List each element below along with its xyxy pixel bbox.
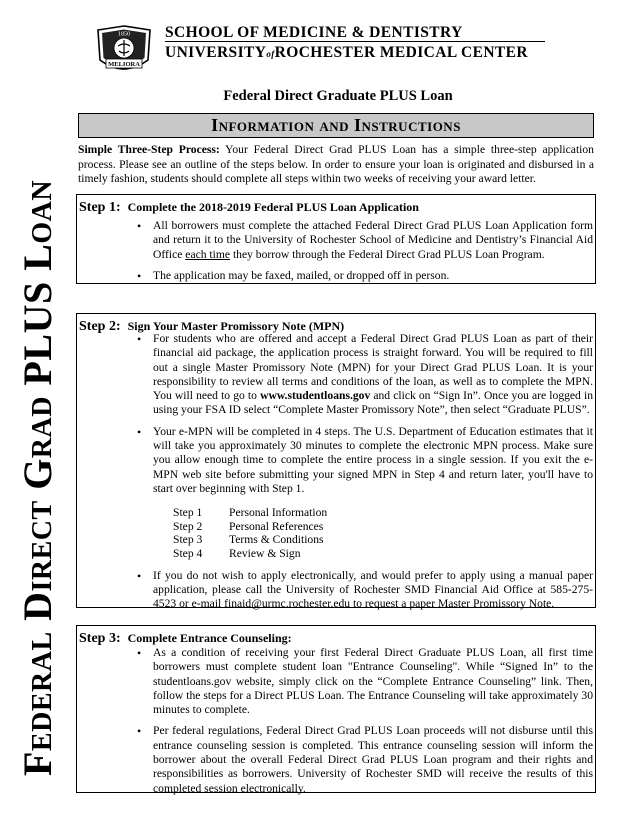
list-item [153,219,595,262]
step-2-bullet-2-text: Your e-MPN will be completed in 4 steps. The U.S. Department of Education estimates that it will take you approximately 30 minutes to complete the electronic MPN process. Make sure you allow enough time to complete the entire process in a single session. If you exit the e-MPN web site before submitting your signed MPN in Step 4 and return later, you'll have to start over beginning with Step 1. [153,424,593,495]
intro-text: Your Federal Direct Grad PLUS Loan has a simple three-step application process. Please see an outline of the steps below. In order to ensure your loan is originated and disbursed in a timely fashion, students should complete all steps within two weeks of receiving your award letter. [78,143,594,185]
university-name [165,44,528,62]
step-1-heading [79,198,419,216]
list-item [153,269,595,283]
step-1-bullet-1-text: All borrowers must complete the attached Federal Direct Grad PLUS Loan Application form and return it to the University of Rochester School of Medicine and Dentistry’s Financial Aid Office [153,219,593,261]
step-1-list [77,219,595,283]
step-2-list [77,332,595,612]
mpn-step-row [173,547,593,561]
mpn-steps-list [173,506,593,560]
mpn-step-value: Personal References [229,519,324,533]
step-2-box [76,313,596,611]
step-1-bullet-2-text: The application may be faxed, mailed, or dropped off in person. [153,268,450,282]
step-3-box [76,625,596,793]
school-name: SCHOOL OF MEDICINE & DENTISTRY [165,24,463,41]
mpn-step-label: Step 4 [173,547,203,561]
list-item [153,569,595,612]
step-2-bullet-1-end: and click on “Sign In”. Once you are logged in using your FSA ID select “Complete Master Promissory Note”, then select “Graduate PLUS”. [153,389,593,417]
univ-part2: ROCHESTER MEDICAL CENTER [274,44,528,61]
step-3-bullet-1-text: As a condition of receiving your first Federal Direct Graduate PLUS Loan, all first time borrowers must complete student loan "Entrance Counseling". While “Signed In” to the studentloans.gov website, simply click on the “Complete Entrance Counseling” link. Then, follow the steps for a Direct PLUS Loan. The Entrance Counseling will take approximately 30 minutes to complete. [153,646,593,717]
mpn-step-value: Personal Information [229,506,328,520]
seal-year: 1850 [118,31,130,38]
mpn-step-label: Step 1 [173,506,203,520]
section-banner: Information and Instructions [78,113,594,138]
mpn-step-value: Terms & Conditions [229,533,324,547]
intro-paragraph [78,143,594,187]
step-2-title: Sign Your Master Promissory Note (MPN) [127,319,345,333]
step-3-heading [79,629,292,647]
step-3-bullet-2-text: Per federal regulations, Federal Direct Grad PLUS Loan proceeds will not disburse until this entrance counseling session is completed. This entrance counseling session will inform the borrower about the overall Federal Direct Grad PLUS Loan program and their rights and responsibilities as borrowers. University of Rochester SMD will receive the results of this completed session electronically. [153,724,593,795]
mpn-step-row [173,506,593,520]
studentloans-link[interactable]: www.studentloans.gov [260,389,371,403]
seal-motto: MELIORA [108,61,140,68]
mpn-step-label: Step 2 [173,519,203,533]
mpn-step-row [173,520,593,534]
intro-lead: Simple Three-Step Process: [78,143,220,156]
step-1-title: Complete the 2018-2019 Federal PLUS Loan Application [127,200,419,214]
step-1-box [76,194,596,284]
mpn-step-label: Step 3 [173,533,203,547]
univ-part1: UNIVERSITY [165,44,267,61]
step-1-number: Step 1: [79,200,121,215]
side-title: Federal Direct Grad PLUS Loan [15,179,60,776]
univ-of: of [266,49,275,59]
mpn-step-value: Review & Sign [229,547,301,561]
step-3-list [77,646,595,796]
list-item [153,646,595,717]
step-1-bullet-1-end: they borrow through the Federal Direct Grad PLUS Loan Program. [230,247,545,261]
page-title: Federal Direct Graduate PLUS Loan [223,88,453,104]
step-2-bullet-1-text: For students who are offered and accept a Federal Direct Grad PLUS Loan as part of their financial aid package, the application process is straight forward. You will be required to fill out a single Master Promissory Note (MPN) for your Direct Grad PLUS Loan. It is your responsibility to review all terms and conditions of the loan, as well as to complete the MPN. You will need to go to [153,332,593,403]
university-seal-logo [94,24,154,78]
header-divider [165,41,545,42]
mpn-step-row [173,533,593,547]
step-3-title: Complete Entrance Counseling: [127,631,292,645]
step-2-bullet-3-text: If you do not wish to apply electronically, and would prefer to apply using a manual paper application, please call the University of Rochester SMD Financial Aid Office at 585-275-4523 or e-mail finaid@urmc.rochester.edu to request a paper Master Promissory Note. [153,568,593,611]
step-2-number: Step 2: [79,319,121,334]
step-1-underlined-text: each time [185,247,231,261]
list-item [153,724,595,795]
list-item [153,425,595,561]
step-3-number: Step 3: [79,631,121,646]
list-item [153,332,595,418]
